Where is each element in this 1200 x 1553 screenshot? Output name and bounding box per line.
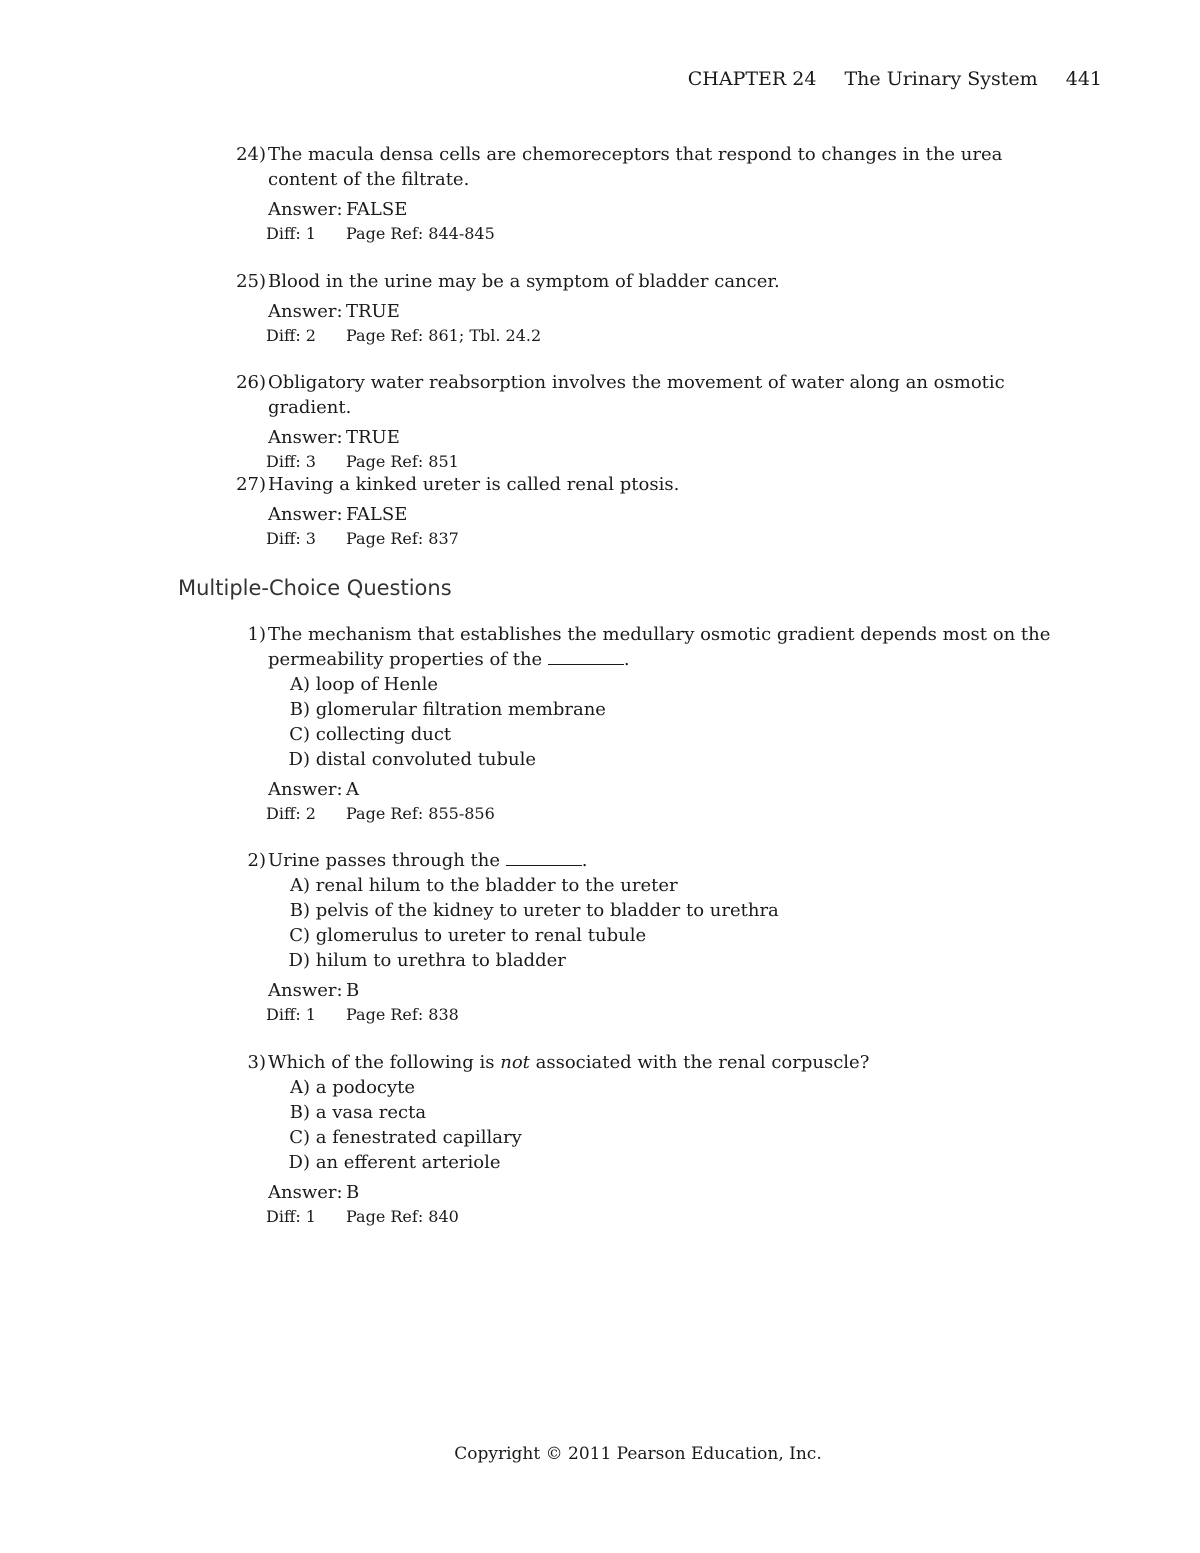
answer-value: TRUE xyxy=(346,301,400,322)
page-ref: Page Ref: 838 xyxy=(346,1005,459,1024)
question-text: The macula densa cells are chemoreceptors that respond to changes in the urea content of the filtrate. xyxy=(268,144,1003,190)
choice-d xyxy=(286,747,1072,772)
choice-c xyxy=(286,1125,1072,1150)
meta-line xyxy=(266,450,1072,473)
answer-blank xyxy=(506,851,582,866)
choice-text: renal hilum to the bladder to the ureter xyxy=(315,875,678,896)
page-ref: Page Ref: 844-845 xyxy=(346,224,495,243)
choice-d xyxy=(286,1150,1072,1175)
question-text-after: . xyxy=(581,850,588,871)
choice-letter: B) xyxy=(289,699,310,720)
answer-label: Answer: xyxy=(268,779,343,800)
answer-value: A xyxy=(346,779,359,800)
choice-letter: A) xyxy=(289,875,310,896)
question-text xyxy=(268,1050,1072,1075)
answer-line xyxy=(268,778,1072,802)
choice-letter: A) xyxy=(289,1077,310,1098)
question-26 xyxy=(232,370,1072,473)
choice-letter: C) xyxy=(289,925,310,946)
meta-line xyxy=(266,1205,1072,1228)
difficulty: Diff: 3 xyxy=(266,529,316,548)
choice-text: pelvis of the kidney to ureter to bladder to urethra xyxy=(315,900,779,921)
choice-letter: D) xyxy=(288,749,310,770)
difficulty: Diff: 1 xyxy=(266,1207,316,1226)
page-number: 441 xyxy=(1065,68,1102,90)
question-text xyxy=(268,848,1072,873)
question-text: Having a kinked ureter is called renal ptosis. xyxy=(268,474,680,495)
answer-label: Answer: xyxy=(268,504,343,525)
question-number: 24) xyxy=(236,144,266,165)
question-text-before: The mechanism that establishes the medullary osmotic gradient depends most on the permeability properties of the xyxy=(268,624,1051,670)
choice-text: an efferent arteriole xyxy=(315,1152,501,1173)
answer-line xyxy=(268,979,1072,1003)
answer-label: Answer: xyxy=(268,980,343,1001)
section-title: Multiple-Choice Questions xyxy=(178,576,452,600)
meta-line xyxy=(266,527,1072,550)
copyright-footer: Copyright © 2011 Pearson Education, Inc. xyxy=(454,1444,822,1464)
mc-question-1 xyxy=(232,622,1072,825)
answer-value: TRUE xyxy=(346,427,400,448)
question-text-after: associated with the renal corpuscle? xyxy=(529,1052,870,1073)
question-24 xyxy=(232,142,1072,245)
question-text-after: . xyxy=(623,649,630,670)
choice-letter: C) xyxy=(289,724,310,745)
choice-b xyxy=(286,1100,1072,1125)
page-ref: Page Ref: 855-856 xyxy=(346,804,495,823)
meta-line xyxy=(266,802,1072,825)
answer-line xyxy=(268,426,1072,450)
choice-letter: B) xyxy=(289,1102,310,1123)
choice-letter: A) xyxy=(289,674,310,695)
choice-a xyxy=(286,672,1072,697)
question-text-emphasis: not xyxy=(500,1052,530,1073)
question-text: Obligatory water reabsorption involves the movement of water along an osmotic gradient. xyxy=(268,372,1005,418)
choice-text: glomerulus to ureter to renal tubule xyxy=(315,925,647,946)
choice-d xyxy=(286,948,1072,973)
question-25 xyxy=(232,269,1072,347)
answer-label: Answer: xyxy=(268,427,343,448)
answer-line xyxy=(268,1181,1072,1205)
choice-text: hilum to urethra to bladder xyxy=(315,950,566,971)
choice-b xyxy=(286,697,1072,722)
meta-line xyxy=(266,324,1072,347)
choice-c xyxy=(286,923,1072,948)
answer-value: FALSE xyxy=(346,199,408,220)
answer-label: Answer: xyxy=(268,301,343,322)
choice-text: a vasa recta xyxy=(315,1102,427,1123)
choice-letter: D) xyxy=(288,950,310,971)
choice-letter: C) xyxy=(289,1127,310,1148)
difficulty: Diff: 2 xyxy=(266,326,316,345)
page-ref: Page Ref: 837 xyxy=(346,529,459,548)
difficulty: Diff: 1 xyxy=(266,224,316,243)
question-number: 3) xyxy=(247,1052,266,1073)
choice-text: glomerular filtration membrane xyxy=(315,699,606,720)
choice-list xyxy=(286,672,1072,772)
answer-line xyxy=(268,300,1072,324)
page-ref: Page Ref: 851 xyxy=(346,452,459,471)
question-27 xyxy=(232,472,1072,550)
choice-text: distal convoluted tubule xyxy=(315,749,537,770)
meta-line xyxy=(266,222,1072,245)
question-text-before: Urine passes through the xyxy=(268,850,506,871)
meta-line xyxy=(266,1003,1072,1026)
answer-value: B xyxy=(346,980,360,1001)
chapter-title: The Urinary System xyxy=(844,68,1038,90)
question-number: 1) xyxy=(247,624,266,645)
answer-value: B xyxy=(346,1182,360,1203)
choice-a xyxy=(286,873,1072,898)
question-number: 25) xyxy=(236,271,266,292)
choice-b xyxy=(286,898,1072,923)
mc-question-3 xyxy=(232,1050,1072,1228)
answer-line xyxy=(268,503,1072,527)
question-number: 27) xyxy=(236,474,266,495)
choice-text: loop of Henle xyxy=(315,674,438,695)
choice-text: a podocyte xyxy=(315,1077,416,1098)
choice-c xyxy=(286,722,1072,747)
choice-letter: D) xyxy=(288,1152,310,1173)
question-number: 2) xyxy=(247,850,266,871)
mc-question-2 xyxy=(232,848,1072,1026)
chapter-label: CHAPTER 24 xyxy=(687,68,817,90)
answer-blank xyxy=(548,650,624,665)
difficulty: Diff: 1 xyxy=(266,1005,316,1024)
difficulty: Diff: 3 xyxy=(266,452,316,471)
page-ref: Page Ref: 840 xyxy=(346,1207,459,1226)
question-number: 26) xyxy=(236,372,266,393)
question-text-before: Which of the following is xyxy=(268,1052,501,1073)
choice-letter: B) xyxy=(289,900,310,921)
running-head xyxy=(688,68,1102,90)
page-ref: Page Ref: 861; Tbl. 24.2 xyxy=(346,326,542,345)
choice-list xyxy=(286,873,1072,973)
question-text: Blood in the urine may be a symptom of bladder cancer. xyxy=(268,271,780,292)
difficulty: Diff: 2 xyxy=(266,804,316,823)
answer-line xyxy=(268,198,1072,222)
choice-a xyxy=(286,1075,1072,1100)
choice-text: collecting duct xyxy=(315,724,452,745)
answer-value: FALSE xyxy=(346,504,408,525)
answer-label: Answer: xyxy=(268,1182,343,1203)
choice-text: a fenestrated capillary xyxy=(315,1127,522,1148)
question-text xyxy=(268,622,1072,672)
answer-label: Answer: xyxy=(268,199,343,220)
choice-list xyxy=(286,1075,1072,1175)
